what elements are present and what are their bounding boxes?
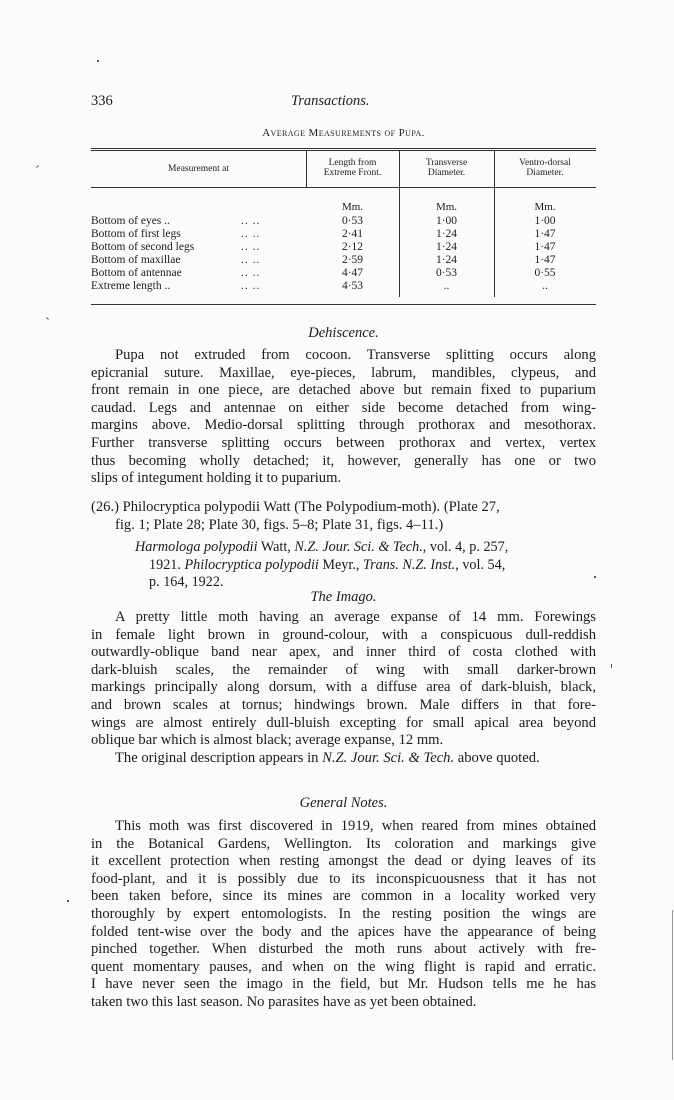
scan-speck — [611, 664, 612, 668]
column-header-line: Transverse — [425, 158, 468, 168]
text-line: dark-bluish scales, the remainder of wing with small darker-brown — [91, 661, 596, 678]
citation-text: 1921. — [149, 556, 185, 573]
citation-text: , vol. 54, — [455, 556, 506, 573]
text-line: outwardly-oblique band near apex, and inner third of costa clothed with — [91, 644, 596, 661]
cell-length: 2·12 — [341, 241, 364, 253]
row-label: Extreme length .. — [91, 280, 171, 292]
text-line: it excellent protection when resting amongst the dead or dying leaves of its — [91, 853, 596, 870]
species-title-line: fig. 1; Plate 28; Plate 30, figs. 5–8; Plate 31, figs. 4–11.) — [115, 516, 444, 533]
unit-label: Mm. — [341, 201, 364, 213]
table-row — [91, 280, 596, 293]
text-line: folded tent-wise over the body and the apices have the appearance of being — [91, 923, 596, 940]
citation-line — [135, 539, 595, 557]
text-line: margins above. Medio-dorsal splitting through prothorax and mesothorax. — [91, 417, 596, 434]
running-head: Transactions. — [291, 93, 370, 109]
species-heading — [91, 499, 596, 534]
paragraph-dehiscence — [91, 347, 596, 488]
scan-speck — [67, 900, 69, 902]
row-leaders: .. .. — [241, 254, 261, 266]
journal-name: N.Z. Jour. Sci. & Tech. — [294, 539, 423, 555]
column-header-line: Diameter. — [427, 168, 466, 178]
cell-length: 0·53 — [341, 215, 364, 227]
section-heading-dehiscence: Dehiscence. — [308, 325, 379, 341]
column-header-line: Length from — [328, 158, 377, 168]
text-line — [91, 750, 596, 768]
table-bottom-rule — [91, 304, 596, 305]
page-header — [91, 93, 596, 111]
row-leaders: .. .. — [241, 267, 261, 279]
cell-transverse: 1·24 — [435, 254, 458, 266]
unit-label: Mm. — [534, 201, 556, 213]
column-header-length — [306, 158, 399, 178]
section-heading-general-notes: General Notes. — [299, 795, 388, 811]
page-number: 336 — [91, 93, 113, 109]
cell-ventro: 1·47 — [534, 228, 556, 240]
text-line: taken two this last season. No parasites have as yet been obtained. — [91, 993, 477, 1010]
column-header-transverse — [399, 158, 494, 178]
citation-line — [135, 557, 595, 575]
cell-length: 2·59 — [341, 254, 364, 266]
text-line: Pupa not extruded from cocoon. Transverse splitting occurs along — [115, 347, 596, 363]
column-header-line: Diameter. — [526, 168, 564, 178]
text-line: pinched together. When disturbed the moth runs about actively with fre- — [91, 941, 596, 958]
cell-length: 4·53 — [341, 280, 364, 292]
table-top-rule-double — [91, 150, 596, 151]
cell-transverse: 0·53 — [435, 267, 458, 279]
genus-name: Harmologa polypodii — [135, 539, 258, 555]
cell-transverse: 1·24 — [435, 241, 458, 253]
text-line: Further transverse splitting occurs between prothorax and vertex, vertex — [91, 434, 596, 451]
table-row — [91, 267, 596, 280]
note-text: above quoted. — [454, 749, 540, 766]
cell-transverse: 1·00 — [435, 215, 458, 227]
species-title-line: (26.) Philocryptica polypodii Watt (The Polypodium-moth). (Plate 27, — [91, 499, 500, 515]
column-header-ventro-dorsal — [494, 158, 596, 178]
cell-ventro: 1·00 — [534, 215, 556, 227]
scan-edge-line — [672, 910, 673, 1060]
text-line: markings principally along dorsum, with a diffuse area of dark-bluish, black, — [91, 679, 596, 696]
table-row — [91, 215, 596, 228]
scan-speck — [36, 165, 39, 168]
row-leaders: .. .. — [241, 228, 261, 240]
cell-transverse: .. — [443, 280, 450, 292]
paragraph-general-notes — [91, 818, 596, 1012]
row-label: Bottom of second legs — [91, 241, 195, 253]
column-header-line: Ventro-dorsal — [519, 158, 571, 168]
column-header-measurement: Measurement at — [168, 164, 229, 174]
scan-speck — [46, 317, 49, 320]
column-header-line: Extreme Front. — [323, 168, 382, 178]
journal-name: N.Z. Jour. Sci. & Tech. — [322, 749, 455, 766]
text-line: quent momentary pauses, and when on the wing flight is rapid and erratic. — [91, 958, 596, 975]
text-line: food-plant, and it is possibly due to its inconspicuousness that it has not — [91, 870, 596, 887]
row-label: Bottom of antennae — [91, 267, 182, 279]
text-line: slips of integument holding it to puparium. — [91, 470, 342, 487]
row-leaders: .. .. — [241, 241, 261, 253]
text-line: thus becoming wholly detached; it, however, generally has one or two — [91, 452, 596, 469]
row-leaders: .. .. — [241, 215, 261, 227]
table-top-rule — [91, 148, 596, 149]
cell-transverse: 1·24 — [435, 228, 458, 240]
cell-ventro: 1·47 — [534, 241, 556, 253]
text-line: wings are almost entirely dull-bluish excepting for small apical area beyond — [91, 714, 596, 731]
cell-ventro: .. — [542, 280, 548, 292]
text-line: in the Botanical Gardens, Wellington. Its coloration and markings give — [91, 835, 596, 852]
table-title: Average Measurements of Pupa. — [262, 127, 425, 139]
row-label: Bottom of maxillae — [91, 254, 181, 266]
unit-label: Mm. — [435, 201, 458, 213]
text-line: This moth was first discovered in 1919, when reared from mines obtained — [115, 818, 596, 834]
paragraph-imago — [91, 609, 596, 767]
text-line: oblique bar which is almost black; average expanse, 12 mm. — [91, 732, 444, 749]
text-line: I have never seen the imago in the field, but Mr. Hudson tells me he has — [91, 976, 596, 993]
table-header-rule — [91, 187, 596, 188]
text-line: in female light brown in ground-colour, with a conspicuous dull-reddish — [91, 626, 596, 643]
species-citation — [135, 539, 595, 592]
row-label: Bottom of first legs — [91, 228, 181, 240]
text-line: front remain in one piece, are detached above but remain fixed to puparium — [91, 382, 596, 399]
cell-ventro: 0·55 — [534, 267, 556, 279]
note-text: The original description appears in — [115, 749, 323, 766]
row-leaders: .. .. — [241, 280, 261, 292]
text-line: and brown scales at tornus; hindwings brown. Male differs in that fore- — [91, 696, 596, 713]
cell-ventro: 1·47 — [534, 254, 556, 266]
text-line: thoroughly by expert entomologists. In the resting position the wings are — [91, 905, 596, 922]
citation-line: p. 164, 1922. — [149, 574, 224, 591]
table-row — [91, 228, 596, 241]
cell-length: 2·41 — [341, 228, 364, 240]
journal-name: Trans. N.Z. Inst. — [362, 556, 456, 573]
citation-text: , vol. 4, p. 257, — [422, 539, 509, 555]
table-row — [91, 254, 596, 267]
text-line: A pretty little moth having an average expanse of 14 mm. Forewings — [115, 609, 596, 625]
scan-speck — [97, 60, 99, 62]
text-line: epicranial suture. Maxillae, eye-pieces, labrum, mandibles, clypeus, and — [91, 364, 596, 381]
table-row — [91, 241, 596, 254]
genus-name: Philocryptica polypodii — [184, 556, 319, 573]
text-line: caudad. Legs and antennae on either side become detached from wing- — [91, 399, 596, 416]
citation-text: Meyr., — [318, 556, 363, 573]
row-label: Bottom of eyes .. — [91, 215, 170, 227]
scan-speck — [594, 576, 596, 578]
citation-text: Watt, — [257, 539, 295, 555]
section-heading-imago: The Imago. — [310, 589, 377, 605]
cell-length: 4·47 — [341, 267, 364, 279]
text-line: been taken before, since its mines are common in a locality worked very — [91, 888, 596, 905]
